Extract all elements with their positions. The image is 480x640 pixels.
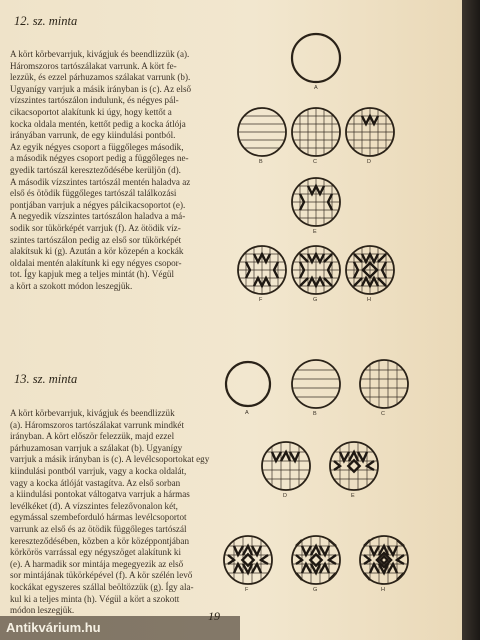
fig13-label-a: A — [245, 410, 249, 416]
fig13-e-grid-leaves — [328, 440, 380, 492]
fig13-a-plain-circle — [226, 362, 270, 406]
fig12-a-plain-circle — [292, 34, 340, 82]
fig12-label-b: B — [259, 159, 263, 165]
fig13-label-b: B — [313, 411, 317, 417]
text-line: alakítsuk ki (g). Azután a kör közepén a kockák — [10, 246, 184, 257]
text-line: irányában varrunk, de egy kiindulási pontból. — [10, 130, 176, 141]
text-line: oldalai mentén alakítunk ki egy négyes csopor- — [10, 257, 182, 268]
text-line: körkörös varrással egy négyszöget alakítunk ki — [10, 547, 181, 558]
text-line: kiindulási pontból varrjuk, vagy a kocka oldalát, — [10, 465, 187, 476]
text-line: kereszteződésében, közben a kör középpontjában — [10, 535, 190, 546]
text-line: varrunk az első és az ötödik függőleges tartószál — [10, 523, 187, 534]
fig13-label-g: G — [313, 587, 318, 593]
fig12-label-e: E — [313, 229, 317, 235]
text-line: sodik sor tükörképét varrjuk (f). Az ötödik víz- — [10, 222, 181, 233]
text-line: Ugyanígy varrjuk a másik irányban is (c). Az első — [10, 83, 192, 94]
text-line: A második vízszintes tartószál mentén haladva az — [10, 176, 191, 187]
text-line: varrjuk a másik irányban is (c). A levélcsoportokat egy — [10, 454, 210, 465]
text-line: szintes tartószálon pedig az első sor tükörképét — [10, 234, 182, 245]
text-line: Háromszoros tartószálakat varrunk. A kört fe- — [10, 60, 177, 71]
fig12-g-pattern — [290, 244, 342, 296]
text-line: kockákat egyszeres szállal beöltözzük (g). Így ala- — [10, 581, 194, 592]
fig13-g-pattern — [290, 534, 342, 586]
text-line: A kört körbevarrjuk, kivágjuk és beendlizzük (a). — [10, 49, 190, 59]
text-line: tot. Így kapjuk meg a teljes mintát (h). Végül — [10, 269, 174, 280]
book-spine — [462, 0, 480, 640]
text-line: irányban. A kört először felezzük, majd ezzel — [10, 431, 175, 442]
fig13-d-grid-leaves — [260, 440, 312, 492]
text-line: A kört körbevarrjuk, kivágjuk és beendlizzük — [10, 408, 175, 418]
text-line: (e). A harmadik sor mintája megegyezik az első — [10, 558, 184, 569]
text-line: vízszintes tartószálon indulunk, és négyes pál- — [10, 95, 179, 106]
text-line: első és ötödik függőleges tartószál találkozási — [10, 188, 177, 199]
fig13-label-e: E — [351, 493, 355, 499]
fig12-label-c: C — [313, 159, 317, 165]
text-line: lezzük, és ezzel párhuzamos szálakat varrunk (b). — [10, 72, 191, 83]
watermark-logo: Antikvárium.hu — [0, 616, 240, 640]
text-line: (a). Háromszoros tartószálakat varrunk mindkét — [10, 419, 184, 430]
fig12-label-f: F — [259, 297, 263, 303]
text-line: a második négyes csoport pedig a függőleges ne- — [10, 153, 189, 164]
fig12-d-grid-motif — [344, 106, 396, 158]
text-line: a kört a szokott módon leszegjük. — [10, 280, 133, 291]
text-line: sor mintájának tükörképével (f). A kör szélén levő — [10, 570, 193, 581]
text-line: kocka oldala mentén, kettőt pedig a kocka átlója — [10, 118, 186, 129]
text-line: párhuzamosan varrjuk a szálakat (b). Ugyanígy — [10, 442, 183, 453]
text-line: vagy a kocka átlóját vastagítva. Az első sorban — [10, 477, 181, 488]
fig12-e-grid-motif — [290, 176, 342, 228]
fig13-label-h: H — [381, 587, 385, 593]
pattern12-heading: 12. sz. minta — [14, 14, 78, 28]
fig12-f-pattern — [236, 244, 288, 296]
text-line: módon leszegjük. — [10, 605, 75, 616]
fig13-label-d: D — [283, 493, 287, 499]
fig12-label-g: G — [313, 297, 318, 303]
fig13-b-horizontal-lines — [290, 360, 342, 408]
fig13-label-f: F — [245, 587, 249, 593]
fig12-label-a: A — [314, 85, 318, 91]
text-line: gyedik tartószál kereszteződésébe kerüljön (d). — [10, 164, 181, 175]
fig12-b-horizontal-lines — [236, 108, 288, 156]
text-line: a kiindulási pontokat váltogatva varrjuk a hármas — [10, 489, 190, 500]
text-line: egymással szembeforduló hármas levélcsoportot — [10, 512, 187, 523]
fig12-h-pattern — [344, 244, 396, 296]
fig12-c-grid — [290, 106, 342, 158]
fig13-h-pattern — [358, 534, 410, 586]
fig12-label-h: H — [367, 297, 371, 303]
fig13-label-c: C — [381, 411, 385, 417]
fig13-f-pattern — [222, 534, 274, 586]
fig12-label-d: D — [367, 159, 371, 165]
text-line: levélkéket (d). A vízszintes felezővonalon két, — [10, 500, 178, 511]
fig13-c-grid — [358, 358, 410, 410]
text-line: A negyedik vízszintes tartószálon haladva a má- — [10, 211, 186, 222]
text-line: kul ki a teljes minta (h). Végül a kört a szokott — [10, 593, 180, 604]
text-line: cikacsoportot alakítunk ki úgy, hogy kettőt a — [10, 106, 172, 117]
text-line: Az egyik négyes csoport a függőleges második, — [10, 141, 184, 152]
text-line: pontjában varrjuk a négyes pálcikacsoportot (e). — [10, 199, 186, 210]
pattern13-heading: 13. sz. minta — [14, 372, 78, 386]
